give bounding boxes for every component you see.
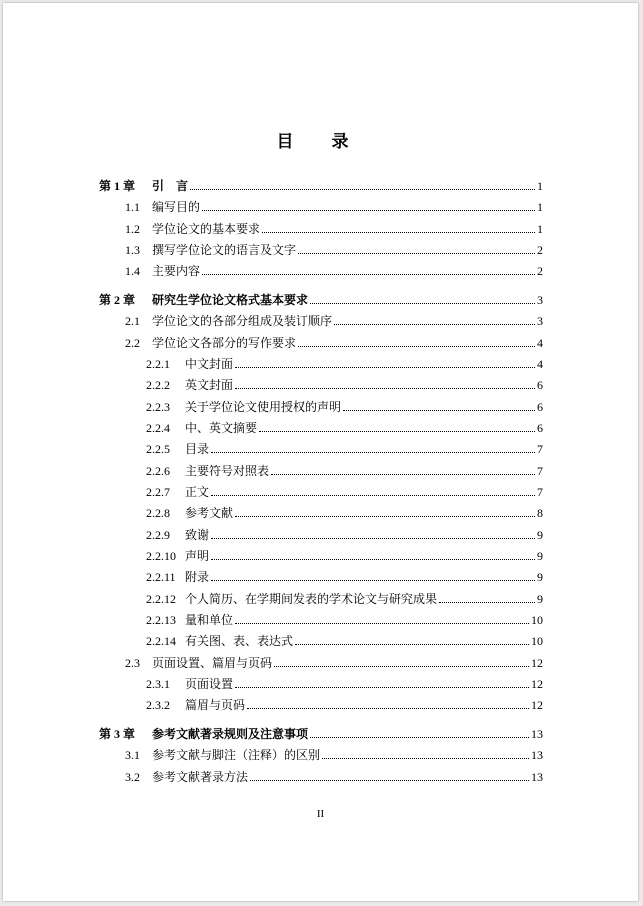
toc-entry-page: 4 xyxy=(537,356,543,371)
toc-dot-leader xyxy=(247,707,529,709)
toc-entry-page: 1 xyxy=(537,179,543,193)
toc-dot-leader xyxy=(211,558,535,560)
toc-entry-number: 1.3 xyxy=(125,243,140,257)
toc-subsection-entry[interactable] xyxy=(146,502,543,520)
toc-dot-leader xyxy=(334,323,535,325)
toc-dot-leader xyxy=(202,209,535,211)
toc-entry-number: 2.1 xyxy=(125,314,140,329)
toc-subsection-entry[interactable] xyxy=(146,353,543,371)
toc-entry-page: 13 xyxy=(531,769,543,784)
toc-entry-title: 研究生学位论文格式基本要求 xyxy=(152,292,309,307)
toc-entry-page: 7 xyxy=(537,484,543,499)
toc-section-entry[interactable] xyxy=(125,744,543,762)
toc-dot-leader xyxy=(298,252,535,254)
toc-dot-leader xyxy=(190,188,535,190)
toc-entry-page: 1 xyxy=(537,221,543,236)
toc-dot-leader xyxy=(343,409,535,411)
toc-entry-title: 学位论文的基本要求 xyxy=(152,221,261,236)
toc-dot-leader xyxy=(298,345,535,347)
toc-entry-page: 3 xyxy=(537,292,543,307)
toc-dot-leader xyxy=(271,473,535,475)
toc-entry-number: 1.1 xyxy=(125,200,140,215)
toc-dot-leader xyxy=(211,494,535,496)
toc-entry-title: 撰写学位论文的语言及文字 xyxy=(152,243,297,257)
toc-subsection-entry[interactable] xyxy=(146,694,543,712)
toc-entry-number: 第 1 章 xyxy=(99,179,136,193)
toc-entry-page: 12 xyxy=(531,677,543,692)
toc-dot-leader xyxy=(262,231,535,233)
toc-subsection-entry[interactable] xyxy=(146,438,543,456)
toc-entry-number: 2.2.7 xyxy=(146,484,170,499)
toc-entry-title: 页面设置 xyxy=(185,677,234,692)
toc-entry-number: 2.3.2 xyxy=(146,698,170,713)
toc-subsection-entry[interactable] xyxy=(146,630,543,648)
toc-entry-page: 7 xyxy=(537,463,543,478)
toc-title: 目 录 xyxy=(276,132,365,152)
toc-entry-title: 中、英文摘要 xyxy=(185,420,258,435)
toc-entry-number: 3.2 xyxy=(125,769,140,784)
toc-entry-number: 2.2.12 xyxy=(146,591,176,606)
toc-entry-title: 参考文献 xyxy=(185,506,234,521)
toc-entry-number: 2.2.8 xyxy=(146,506,170,521)
toc-section-entry[interactable] xyxy=(125,218,543,236)
toc-entry-title: 个人简历、在学期间发表的学术论文与研究成果 xyxy=(185,591,438,606)
toc-dot-leader xyxy=(310,302,535,304)
toc-entry-number: 2.2.14 xyxy=(146,634,176,649)
toc-subsection-entry[interactable] xyxy=(146,609,543,627)
toc-dot-leader xyxy=(235,515,535,517)
toc-entry-page: 9 xyxy=(537,570,543,585)
toc-entry-title: 有关图、表、表达式 xyxy=(185,634,294,649)
toc-chapter-entry[interactable] xyxy=(99,289,543,307)
toc-section-entry[interactable] xyxy=(125,332,543,350)
toc-entry-title: 学位论文的各部分组成及装订顺序 xyxy=(152,314,333,329)
toc-subsection-entry[interactable] xyxy=(146,374,543,392)
toc-entry-number: 第 2 章 xyxy=(99,292,136,307)
toc-dot-leader xyxy=(211,579,535,581)
toc-entry-number: 1.4 xyxy=(125,264,140,279)
toc-entry-number: 2.3.1 xyxy=(146,677,170,692)
toc-entry-title: 主要内容 xyxy=(152,264,201,279)
toc-entry-title: 正文 xyxy=(185,484,210,499)
toc-subsection-entry[interactable] xyxy=(146,524,543,542)
toc-entry-page: 6 xyxy=(537,378,543,393)
toc-subsection-entry[interactable] xyxy=(146,481,543,499)
toc-entry-number: 2.3 xyxy=(125,655,140,670)
toc-entry-page: 8 xyxy=(537,506,543,521)
toc-entry-page: 9 xyxy=(537,591,543,606)
toc-entry-title: 学位论文各部分的写作要求 xyxy=(152,335,297,350)
toc-subsection-entry[interactable] xyxy=(146,566,543,584)
toc-entry-page: 6 xyxy=(537,399,543,414)
toc-section-entry[interactable] xyxy=(125,196,543,214)
toc-entry-title: 页面设置、篇眉与页码 xyxy=(152,655,273,670)
toc-section-entry[interactable] xyxy=(125,310,543,328)
toc-entry-title: 引 言 xyxy=(152,179,189,193)
toc-entry-title: 量和单位 xyxy=(185,613,234,627)
toc-entry-number: 第 3 章 xyxy=(99,726,136,741)
toc-subsection-entry[interactable] xyxy=(146,673,543,691)
toc-entry-page: 7 xyxy=(537,442,543,457)
toc-entry-page: 10 xyxy=(531,634,543,649)
toc-entry-number: 2.2.10 xyxy=(146,549,176,563)
toc-entry-number: 2.2.6 xyxy=(146,463,170,478)
toc-entry-page: 3 xyxy=(537,314,543,329)
toc-entry-number: 2.2.1 xyxy=(146,356,170,371)
toc-subsection-entry[interactable] xyxy=(146,396,543,414)
toc-entry-page: 6 xyxy=(537,420,543,435)
toc-dot-leader xyxy=(235,366,535,368)
toc-dot-leader xyxy=(250,779,529,781)
toc-dot-leader xyxy=(211,537,535,539)
toc-entry-title: 中文封面 xyxy=(185,356,234,371)
toc-list xyxy=(3,3,638,901)
toc-dot-leader xyxy=(322,757,529,759)
toc-entry-page: 12 xyxy=(531,698,543,713)
toc-dot-leader xyxy=(235,686,529,688)
toc-dot-leader xyxy=(274,665,529,667)
toc-entry-page: 13 xyxy=(531,748,543,763)
toc-entry-number: 2.2.5 xyxy=(146,442,170,457)
toc-entry-number: 1.2 xyxy=(125,221,140,236)
toc-dot-leader xyxy=(295,643,529,645)
toc-entry-title: 声明 xyxy=(185,549,210,563)
toc-entry-title: 关于学位论文使用授权的声明 xyxy=(185,399,342,414)
toc-chapter-entry[interactable] xyxy=(99,723,543,741)
toc-dot-leader xyxy=(259,430,535,432)
toc-section-entry[interactable] xyxy=(125,239,543,257)
toc-entry-number: 2.2.9 xyxy=(146,527,170,542)
toc-entry-title: 参考文献与脚注（注释）的区别 xyxy=(152,748,321,763)
toc-entry-page: 9 xyxy=(537,549,543,563)
toc-entry-number: 2.2.3 xyxy=(146,399,170,414)
toc-entry-title: 篇眉与页码 xyxy=(185,698,246,713)
toc-entry-title: 参考文献著录规则及注意事项 xyxy=(152,726,309,741)
toc-section-entry[interactable] xyxy=(125,652,543,670)
toc-entry-title: 主要符号对照表 xyxy=(185,463,270,478)
toc-subsection-entry[interactable] xyxy=(146,545,543,563)
toc-entry-number: 2.2.11 xyxy=(146,570,176,585)
toc-entry-number: 2.2.13 xyxy=(146,613,176,627)
toc-dot-leader xyxy=(235,387,535,389)
toc-entry-page: 2 xyxy=(537,243,543,257)
toc-chapter-entry[interactable] xyxy=(99,175,543,193)
toc-entry-title: 参考文献著录方法 xyxy=(152,769,249,784)
toc-entry-page: 9 xyxy=(537,527,543,542)
toc-subsection-entry[interactable] xyxy=(146,460,543,478)
toc-entry-title: 英文封面 xyxy=(185,378,234,393)
toc-dot-leader xyxy=(202,273,535,275)
toc-subsection-entry[interactable] xyxy=(146,417,543,435)
toc-section-entry[interactable] xyxy=(125,766,543,784)
toc-entry-number: 3.1 xyxy=(125,748,140,763)
toc-entry-page: 1 xyxy=(537,200,543,215)
toc-entry-page: 4 xyxy=(537,335,543,350)
toc-dot-leader xyxy=(310,736,529,738)
toc-entry-page: 12 xyxy=(531,655,543,670)
toc-entry-title: 编写目的 xyxy=(152,200,201,215)
toc-entry-number: 2.2 xyxy=(125,335,140,350)
toc-entry-page: 13 xyxy=(531,726,543,741)
toc-entry-page: 10 xyxy=(531,613,543,627)
document-page xyxy=(3,3,638,901)
toc-dot-leader xyxy=(235,622,529,624)
toc-section-entry[interactable] xyxy=(125,260,543,278)
toc-dot-leader xyxy=(211,451,535,453)
toc-entry-number: 2.2.2 xyxy=(146,378,170,393)
toc-entry-title: 目录 xyxy=(185,442,210,457)
toc-subsection-entry[interactable] xyxy=(146,588,543,606)
toc-dot-leader xyxy=(439,601,535,603)
page-number: II xyxy=(316,808,325,820)
toc-entry-number: 2.2.4 xyxy=(146,420,170,435)
toc-entry-title: 致谢 xyxy=(185,527,210,542)
toc-entry-page: 2 xyxy=(537,264,543,279)
toc-entry-title: 附录 xyxy=(185,570,210,585)
